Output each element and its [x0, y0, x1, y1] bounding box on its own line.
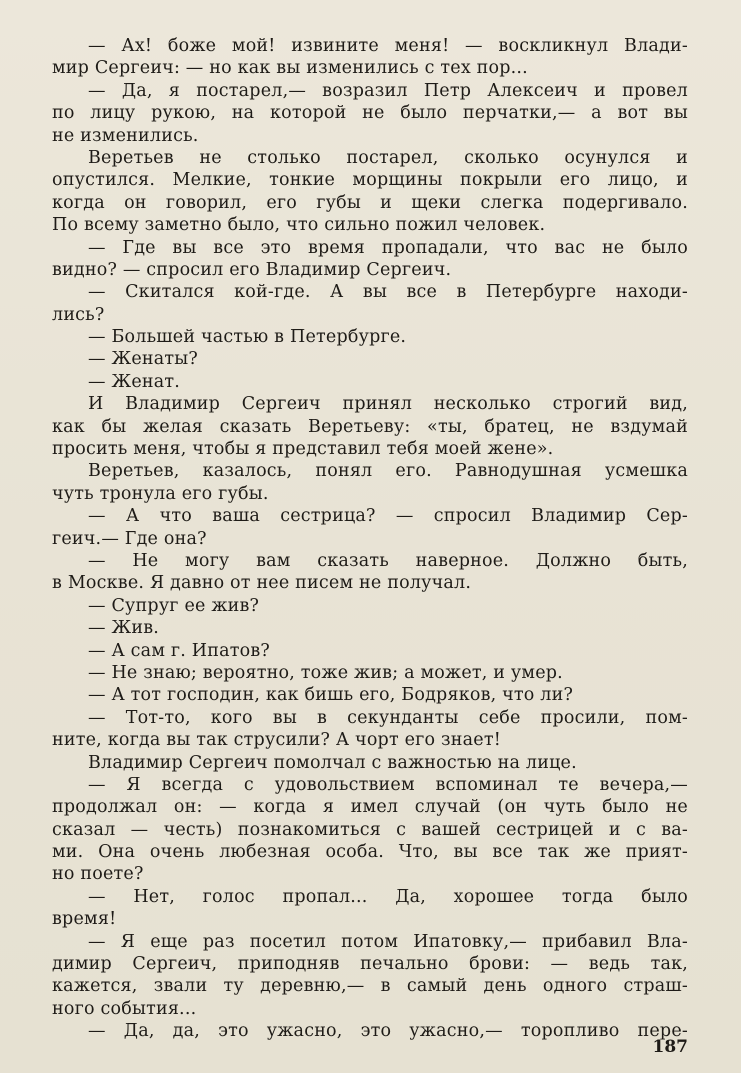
text-line: когда он говорил, его губы и щеки слегка подергивало.	[52, 192, 688, 213]
text-line: — Большей частью в Петербурге.	[88, 327, 407, 348]
text-line: — А что ваша сестрица? — спросил Владимир Сер-	[88, 506, 688, 527]
text-line: И Владимир Сергеич принял несколько строгий вид,	[88, 394, 688, 415]
text-line: — Женат.	[88, 371, 181, 392]
text-line: как бы желая сказать Веретьеву: «ты, братец, не вздумай	[52, 416, 688, 437]
text-line: димир Сергеич, приподняв печально брови: — ведь так,	[52, 954, 688, 975]
text-line: не изменились.	[52, 125, 199, 146]
text-line: — Я еще раз посетил потом Ипатовку,— прибавил Вла-	[88, 931, 688, 952]
text-line: — Я всегда с удовольствием вспоминал те вечера,—	[88, 774, 688, 795]
text-line: — Да, да, это ужасно, это ужасно,— торопливо пере-	[88, 1021, 688, 1042]
text-line: продолжал он: — когда я имел случай (он чуть было не	[52, 797, 688, 818]
text-line: Веретьев, казалось, понял его. Равнодушная усмешка	[88, 461, 688, 482]
text-line: в Москве. Я давно от нее писем не получал.	[52, 573, 472, 594]
text-line: ного события...	[52, 998, 197, 1019]
text-line: но поете?	[52, 864, 144, 885]
text-line: По всему заметно было, что сильно пожил человек.	[52, 215, 546, 236]
text-line: геич.— Где она?	[52, 528, 207, 549]
text-line: кажется, звали ту деревню,— в самый день одного страш-	[52, 976, 688, 997]
text-line: лись?	[52, 304, 105, 325]
body-text	[52, 35, 688, 1043]
text-line: — Не могу вам сказать наверное. Должно быть,	[88, 550, 688, 571]
text-line: по лицу рукою, на которой не было перчатки,— а вот вы	[52, 103, 688, 124]
text-line: мир Сергеич: — но как вы изменились с тех пор...	[52, 58, 528, 79]
text-line: просить меня, чтобы я представил тебя моей жене».	[52, 439, 554, 460]
text-line: — Жив.	[88, 618, 160, 639]
text-line: — Женаты?	[88, 349, 198, 370]
text-line: время!	[52, 909, 117, 930]
text-line: — А сам г. Ипатов?	[88, 640, 270, 661]
text-line: — Ах! боже мой! извините меня! — воскликнул Влади-	[88, 36, 688, 56]
text-line: — Где вы все это время пропадали, что вас не было	[88, 237, 688, 258]
page-number: 187	[652, 1037, 688, 1057]
text-line: ми. Она очень любезная особа. Что, вы все так же прият-	[52, 842, 688, 863]
text-line: — Не знаю; вероятно, тоже жив; а может, и умер.	[88, 662, 563, 683]
text-line: ните, когда вы так струсили? А чорт его знает!	[52, 730, 501, 751]
text-line: Веретьев не столько постарел, сколько осунулся и	[88, 147, 688, 168]
text-line: чуть тронула его губы.	[52, 483, 269, 504]
text-line: Владимир Сергеич помолчал с важностью на лице.	[88, 752, 577, 773]
text-line: — А тот господин, как бишь его, Бодряков, что ли?	[88, 685, 574, 706]
text-line: видно? — спросил его Владимир Сергеич.	[52, 259, 452, 280]
text-line: — Нет, голос пропал... Да, хорошее тогда было	[88, 886, 688, 907]
text-line: — Супруг ее жив?	[88, 595, 260, 616]
text-line: сказал — честь) познакомиться с вашей сестрицей и с ва-	[52, 819, 688, 840]
text-line: — Да, я постарел,— возразил Петр Алексеич и провел	[88, 80, 688, 101]
text-line: — Скитался кой-где. А вы все в Петербурге находи-	[88, 282, 688, 303]
text-line: опустился. Мелкие, тонкие морщины покрыли его лицо, и	[52, 170, 688, 191]
text-line: — Тот-то, кого вы в секунданты себе просили, пом-	[88, 707, 688, 728]
